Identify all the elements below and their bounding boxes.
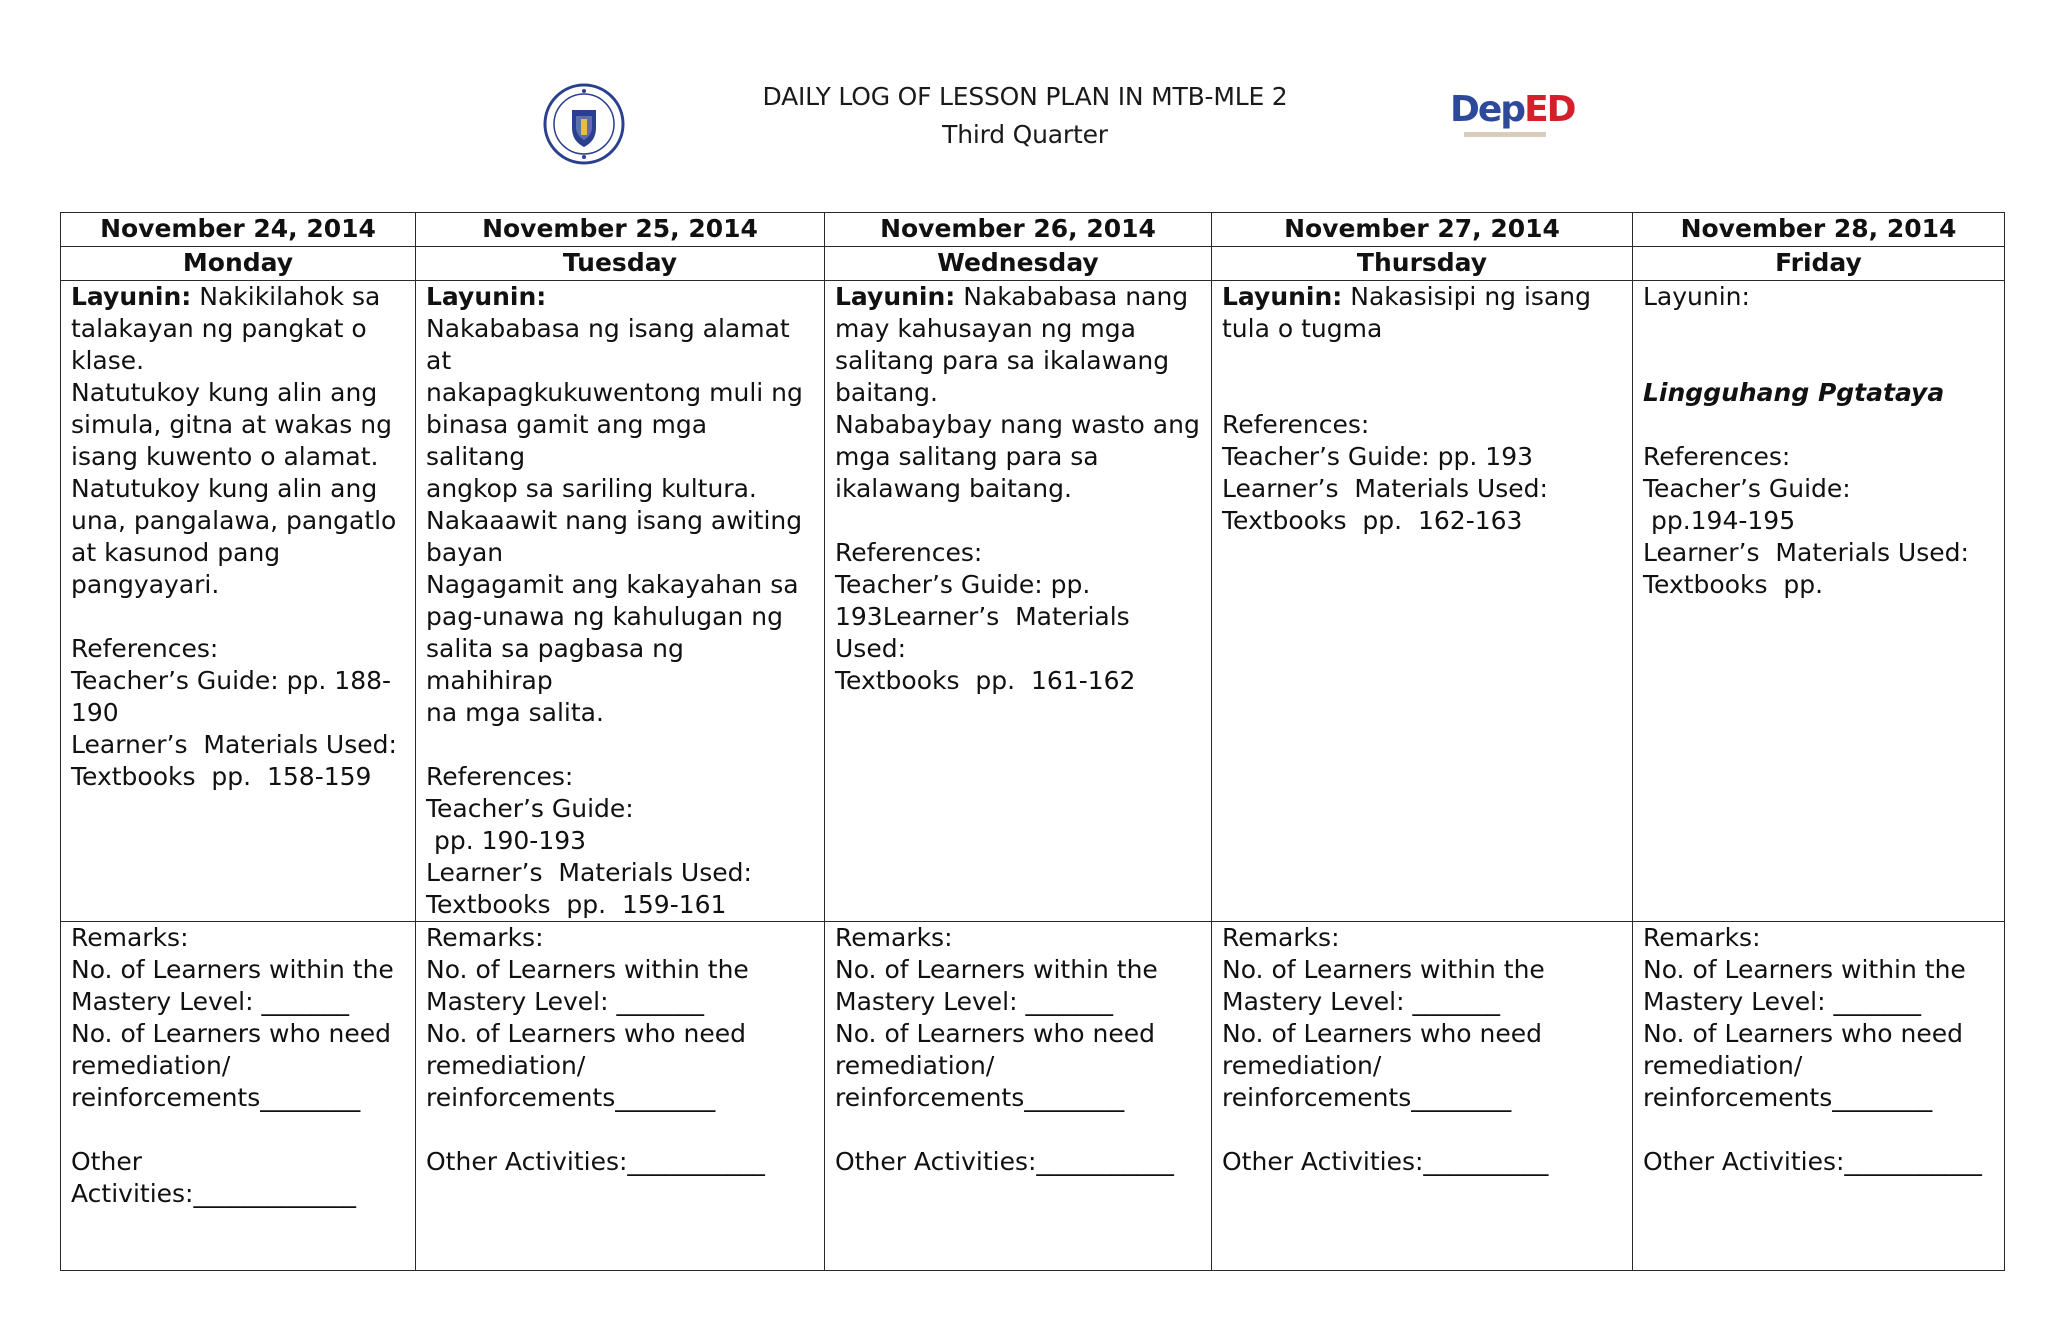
references-line: Teacher’s Guide: pp.: [835, 570, 1091, 599]
date-header: November 28, 2014: [1633, 213, 2005, 247]
references-line: References:: [835, 538, 983, 567]
objective-line: isang kuwento o alamat.: [71, 442, 379, 471]
objective-line: pangyayari.: [71, 570, 220, 599]
document-subtitle: Third Quarter: [942, 120, 1108, 149]
objective-line: una, pangalawa, pangatlo: [71, 506, 397, 535]
remarks-line: Other Activities:__________: [1222, 1147, 1549, 1176]
remarks-line: Other Activities:___________: [426, 1147, 765, 1176]
objective-line: at kasunod pang: [71, 538, 281, 567]
remarks-line: remediation/: [426, 1051, 586, 1080]
remarks-line: Other Activities:___________: [835, 1147, 1174, 1176]
remarks-line: remediation/: [71, 1051, 231, 1080]
objective-line: may kahusayan ng mga: [835, 314, 1136, 343]
remarks-cell-monday: [61, 922, 416, 1271]
remarks-line: Activities:_____________: [71, 1179, 356, 1208]
objective-line: klase.: [71, 346, 145, 375]
day-header: Tuesday: [416, 247, 825, 281]
objective-line: baitang.: [835, 378, 938, 407]
remarks-line: reinforcements________: [1643, 1083, 1933, 1112]
day-header: Wednesday: [825, 247, 1212, 281]
objectives-cell-wednesday: [825, 281, 1212, 922]
objective-line: Nababaybay nang wasto ang: [835, 410, 1200, 439]
date-header: November 27, 2014: [1212, 213, 1633, 247]
objective-line: Nakaaawit nang isang awiting: [426, 506, 803, 535]
remarks-line: Mastery Level: _______: [835, 987, 1113, 1016]
objective-line: Natutukoy kung alin ang: [71, 474, 378, 503]
references-line: References:: [426, 762, 574, 791]
remarks-line: reinforcements________: [1222, 1083, 1512, 1112]
remarks-line: No. of Learners within the: [835, 955, 1158, 984]
objective-line: tula o tugma: [1222, 314, 1383, 343]
remarks-line: No. of Learners within the: [1222, 955, 1545, 984]
remarks-line: No. of Learners who need: [1643, 1019, 1964, 1048]
remarks-line: Other: [71, 1147, 142, 1176]
remarks-cell-wednesday: [825, 922, 1212, 1271]
objective-line: ikalawang baitang.: [835, 474, 1072, 503]
references-line: Learner’s Materials Used:: [426, 858, 752, 887]
deped-logo: DepED: [1450, 88, 1560, 148]
day-header: Thursday: [1212, 247, 1633, 281]
date-header: November 25, 2014: [416, 213, 825, 247]
weekly-assessment: Lingguhang Pgtataya: [1643, 378, 1945, 407]
remarks-cell-friday: [1633, 922, 2005, 1271]
objective-line: nakapagkukuwentong muli ng: [426, 378, 803, 407]
references-line: References:: [71, 634, 219, 663]
objective-label: Layunin:: [1643, 282, 1750, 311]
references-line: Learner’s Materials Used:: [1222, 474, 1548, 503]
references-line: Textbooks pp. 159-161: [426, 890, 727, 919]
objective-label: Layunin:: [426, 282, 547, 311]
objective-line: Nakababasa ng isang alamat at: [426, 314, 798, 375]
objective-line: angkop sa sariling kultura.: [426, 474, 757, 503]
objective-line: Nakababasa nang: [955, 282, 1189, 311]
remarks-line: Remarks:: [835, 923, 953, 952]
objective-line: bayan: [426, 538, 504, 567]
references-line: References:: [1222, 410, 1370, 439]
objective-line: simula, gitna at wakas ng: [71, 410, 392, 439]
objective-line: pag-unawa ng kahulugan ng: [426, 602, 783, 631]
remarks-cell-thursday: [1212, 922, 1633, 1271]
remarks-line: No. of Learners who need: [426, 1019, 747, 1048]
references-line: pp. 190-193: [426, 826, 587, 855]
remarks-line: Mastery Level: _______: [1222, 987, 1500, 1016]
objective-line: talakayan ng pangkat o: [71, 314, 367, 343]
objective-line: Nagagamit ang kakayahan sa: [426, 570, 799, 599]
objective-label: Layunin:: [835, 282, 956, 311]
references-line: Teacher’s Guide:: [1643, 474, 1851, 503]
date-header: November 26, 2014: [825, 213, 1212, 247]
references-line: Teacher’s Guide:: [426, 794, 634, 823]
remarks-line: Mastery Level: _______: [71, 987, 349, 1016]
remarks-line: reinforcements________: [426, 1083, 716, 1112]
references-line: Textbooks pp. 158-159: [71, 762, 372, 791]
references-line: 193Learner’s Materials Used:: [835, 602, 1138, 663]
objective-label: Layunin:: [71, 282, 192, 311]
objectives-cell-friday: [1633, 281, 2005, 922]
document-header: [0, 0, 2048, 200]
objectives-cell-tuesday: [416, 281, 825, 922]
document-title-block: [650, 78, 1400, 154]
day-row: [61, 247, 2005, 281]
objectives-row: [61, 281, 2005, 922]
remarks-line: reinforcements________: [835, 1083, 1125, 1112]
remarks-line: Remarks:: [71, 923, 189, 952]
lesson-plan-table: [60, 212, 2005, 1271]
remarks-line: No. of Learners who need: [71, 1019, 392, 1048]
references-line: Textbooks pp. 162-163: [1222, 506, 1523, 535]
remarks-line: Remarks:: [1222, 923, 1340, 952]
remarks-line: No. of Learners within the: [1643, 955, 1966, 984]
objective-line: mga salitang para sa: [835, 442, 1099, 471]
objective-label: Layunin:: [1222, 282, 1343, 311]
references-line: References:: [1643, 442, 1791, 471]
remarks-cell-tuesday: [416, 922, 825, 1271]
references-line: Textbooks pp.: [1643, 570, 1824, 599]
remarks-line: reinforcements________: [71, 1083, 361, 1112]
remarks-line: Other Activities:___________: [1643, 1147, 1982, 1176]
objective-line: Natutukoy kung alin ang: [71, 378, 378, 407]
remarks-line: remediation/: [1222, 1051, 1382, 1080]
objective-line: Nakasisipi ng isang: [1342, 282, 1591, 311]
objective-line: Nakikilahok sa: [191, 282, 381, 311]
remarks-line: Mastery Level: _______: [1643, 987, 1921, 1016]
references-line: pp.194-195: [1643, 506, 1796, 535]
objective-line: binasa gamit ang mga salitang: [426, 410, 715, 471]
remarks-line: remediation/: [1643, 1051, 1803, 1080]
remarks-line: Remarks:: [1643, 923, 1761, 952]
remarks-line: No. of Learners within the: [426, 955, 749, 984]
remarks-row: [61, 922, 2005, 1271]
remarks-line: Remarks:: [426, 923, 544, 952]
remarks-line: Mastery Level: _______: [426, 987, 704, 1016]
references-line: Teacher’s Guide: pp. 193: [1222, 442, 1534, 471]
objectives-cell-thursday: [1212, 281, 1633, 922]
references-line: Learner’s Materials Used:: [1643, 538, 1969, 567]
references-line: Textbooks pp. 161-162: [835, 666, 1136, 695]
objective-line: salitang para sa ikalawang: [835, 346, 1170, 375]
deped-seal-logo: [543, 83, 625, 165]
date-header: November 24, 2014: [61, 213, 416, 247]
objectives-cell-monday: [61, 281, 416, 922]
remarks-line: No. of Learners who need: [835, 1019, 1156, 1048]
remarks-line: No. of Learners within the: [71, 955, 394, 984]
day-header: Monday: [61, 247, 416, 281]
day-header: Friday: [1633, 247, 2005, 281]
remarks-line: No. of Learners who need: [1222, 1019, 1543, 1048]
objective-line: na mga salita.: [426, 698, 604, 727]
date-row: [61, 213, 2005, 247]
references-line: Teacher’s Guide: pp. 188-: [71, 666, 392, 695]
references-line: Learner’s Materials Used:: [71, 730, 397, 759]
document-title: DAILY LOG OF LESSON PLAN IN MTB-MLE 2: [762, 82, 1288, 111]
references-line: 190: [71, 698, 119, 727]
remarks-line: remediation/: [835, 1051, 995, 1080]
objective-line: salita sa pagbasa ng mahihirap: [426, 634, 692, 695]
